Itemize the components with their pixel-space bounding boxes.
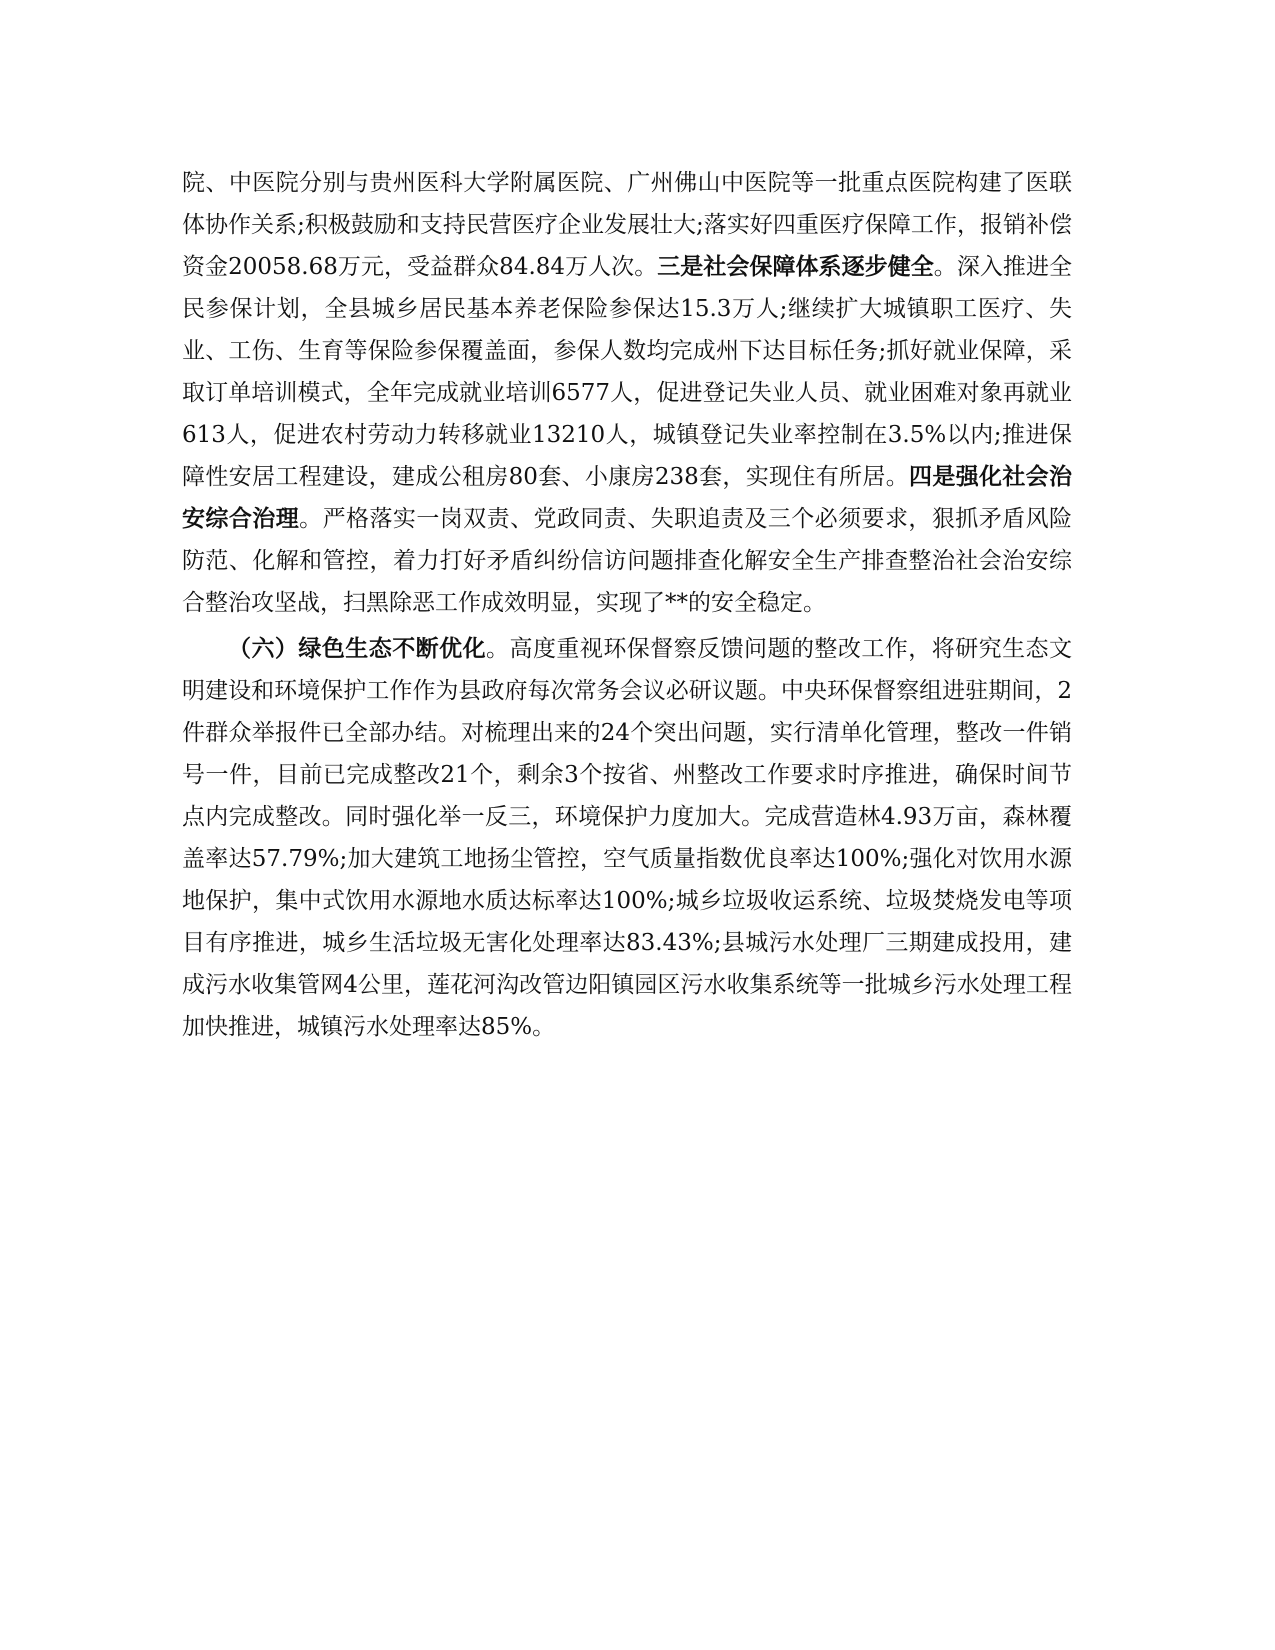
paragraph-social-security xyxy=(182,162,1072,624)
document-page xyxy=(182,162,1072,1048)
bold-heading-green-ecology: （六）绿色生态不断优化 xyxy=(228,635,487,662)
text-segment: 院、中医院分别与贵州医科大学附属医院、广州佛山中医院等一批重点医院构建了医联体协作关系;积极鼓励和支持民营医疗企业发展壮大;落实好四重医疗保障工作，报销补偿资金20058.68万元，受益群众84.84万人次。 xyxy=(182,170,1072,280)
bold-heading-public-security: 四是强化社会治安综合治理 xyxy=(182,463,1073,532)
paragraph-green-ecology xyxy=(182,628,1072,1048)
text-segment: 。深入推进全民参保计划，全县城乡居民基本养老保险参保达15.3万人;继续扩大城镇职工医疗、失业、工伤、生育等保险参保覆盖面，参保人数均完成州下达目标任务;抓好就业保障，采取订单培训模式，全年完成就业培训6577人，促进登记失业人员、就业困难对象再就业613人，促进农村劳动力转移就业13210人，城镇登记失业率控制在3.5%以内;推进保障性安居工程建设，建成公租房80套、小康房238套，实现住有所居。 xyxy=(182,254,1073,490)
text-segment: 。高度重视环保督察反馈问题的整改工作，将研究生态文明建设和环境保护工作作为县政府每次常务会议必研议题。中央环保督察组进驻期间，2件群众举报件已全部办结。对梳理出来的24个突出问题，实行清单化管理，整改一件销号一件，目前已完成整改21个，剩余3个按省、州整改工作要求时序推进，确保时间节点内完成整改。同时强化举一反三，环境保护力度加大。完成营造林4.93万亩，森林覆盖率达57.79%;加大建筑工地扬尘管控，空气质量指数优良率达100%;强化对饮用水源地保护，集中式饮用水源地水质达标率达100%;城乡垃圾收运系统、垃圾焚烧发电等项目有序推进，城乡生活垃圾无害化处理率达83.43%;县城污水处理厂三期建成投用，建成污水收集管网4公里，莲花河沟改管边阳镇园区污水收集系统等一批城乡污水处理工程加快推进，城镇污水处理率达85%。 xyxy=(182,636,1073,1040)
text-segment: 。严格落实一岗双责、党政同责、失职追责及三个必须要求，狠抓矛盾风险防范、化解和管控，着力打好矛盾纠纷信访问题排查化解安全生产排查整治社会治安综合整治攻坚战，扫黑除恶工作成效明显，实现了**的安全稳定。 xyxy=(182,506,1073,616)
bold-heading-social-security: 三是社会保障体系逐步健全 xyxy=(657,253,934,280)
